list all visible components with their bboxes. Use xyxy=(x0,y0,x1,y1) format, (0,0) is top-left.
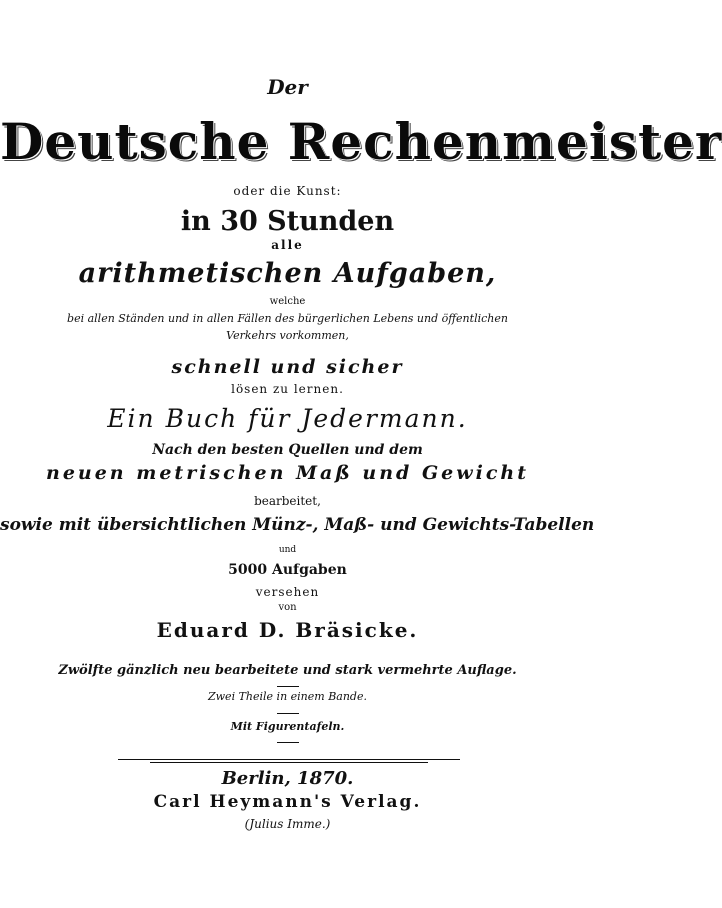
subtitle-arithmetischen: arithmetischen Aufgaben, xyxy=(78,258,497,289)
divider-short-2 xyxy=(277,713,299,714)
text-neuen: neuen metrischen Maß und Gewicht xyxy=(46,462,529,484)
text-von: von xyxy=(278,602,297,613)
text-schnell: schnell und sicher xyxy=(171,356,404,378)
subtitle-in-30-stunden: in 30 Stunden xyxy=(180,206,395,237)
text-loesen: lösen zu lernen. xyxy=(231,382,344,396)
plates-note: Mit Figurentafeln. xyxy=(230,720,345,733)
text-sowie: sowie mit übersichtlichen Münz-, Maß- und Gewichts-Tabellen xyxy=(0,515,595,535)
text-versehen: versehen xyxy=(255,585,320,599)
text-bearbeitet: bearbeitet, xyxy=(254,494,321,508)
text-buch: Ein Buch für Jedermann. xyxy=(107,404,468,433)
divider-short-3 xyxy=(277,742,299,743)
text-und: und xyxy=(278,545,297,555)
title-prefix: Der xyxy=(267,75,308,99)
text-nach: Nach den besten Quellen und dem xyxy=(152,442,423,458)
text-aufgaben: 5000 Aufgaben xyxy=(228,562,347,578)
edition-note: Zwölfte gänzlich neu bearbeitete und stark vermehrte Auflage. xyxy=(58,663,517,678)
subtitle-oder: oder die Kunst: xyxy=(233,184,342,198)
imprint-city-year: Berlin, 1870. xyxy=(221,768,354,789)
imprint-publisher: Carl Heymann's Verlag. xyxy=(153,792,422,812)
divider-long xyxy=(118,759,460,760)
imprint-printer: (Julius Imme.) xyxy=(244,817,331,831)
volume-note: Zwei Theile in einem Bande. xyxy=(208,690,367,703)
text-verkehrs: Verkehrs vorkommen, xyxy=(226,329,349,342)
divider-short-1 xyxy=(277,686,299,687)
author-name: Eduard D. Bräsicke. xyxy=(156,618,419,642)
text-welche: welche xyxy=(269,296,306,307)
text-bei-allen: bei allen Ständen und in allen Fällen des bürgerlichen Lebens und öffentlichen xyxy=(67,312,508,325)
divider-long-2 xyxy=(150,762,428,763)
subtitle-alle: alle xyxy=(271,238,304,252)
main-title: Deutsche Rechenmeister xyxy=(0,112,722,171)
